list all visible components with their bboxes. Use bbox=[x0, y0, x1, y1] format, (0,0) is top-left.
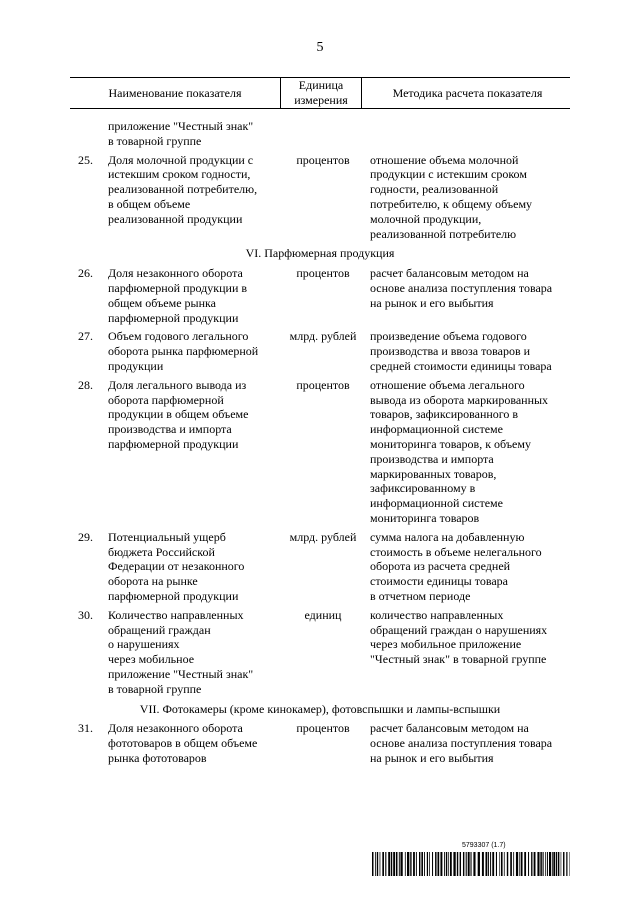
barcode-bar bbox=[416, 852, 417, 876]
indicator-name-line: Доля молочной продукции с bbox=[108, 152, 254, 167]
indicator-name-line: парфюмерной продукции bbox=[108, 588, 239, 603]
barcode-bar bbox=[552, 852, 553, 876]
indicator-name-line: оборота рынка парфюмерной bbox=[108, 344, 259, 359]
barcode-bar bbox=[444, 852, 445, 876]
barcode-bar bbox=[457, 852, 458, 876]
indicator-name bbox=[108, 153, 273, 227]
barcode-bar bbox=[460, 852, 461, 876]
indicator-name bbox=[108, 721, 273, 765]
barcode-bar bbox=[553, 852, 555, 876]
page-number: 5 bbox=[316, 40, 324, 55]
barcode-bar bbox=[429, 852, 430, 876]
barcode-bar bbox=[524, 852, 526, 876]
unit-of-measure: процентов bbox=[296, 152, 350, 167]
barcode-bar bbox=[470, 852, 471, 876]
indicator-name-line: бюджета Российской bbox=[108, 544, 215, 559]
barcode-bar bbox=[413, 852, 415, 876]
unit-of-measure: единиц bbox=[304, 607, 342, 622]
table-row bbox=[70, 153, 570, 242]
indicator-name bbox=[108, 266, 273, 325]
barcode-bar bbox=[558, 852, 559, 876]
calculation-method-line: отношение объема молочной bbox=[370, 152, 519, 167]
barcode-bar bbox=[450, 852, 452, 876]
calculation-method bbox=[370, 608, 570, 667]
unit-of-measure: процентов bbox=[296, 721, 350, 736]
calculation-method-line: расчет балансовым методом на bbox=[370, 721, 529, 736]
unit-of-measure: млрд. рублей bbox=[289, 529, 357, 544]
calculation-method-line: через мобильное приложение bbox=[370, 637, 522, 652]
barcode-bar bbox=[488, 852, 489, 876]
calculation-method bbox=[370, 721, 570, 765]
section-heading: VII. Фотокамеры (кроме кинокамер), фотовспышки и лампы-вспышки bbox=[139, 701, 501, 716]
indicator-name bbox=[108, 329, 273, 373]
header-unit-line: измерения bbox=[294, 92, 348, 107]
barcode-bar bbox=[516, 852, 518, 876]
unit-of-measure: млрд. рублей bbox=[289, 329, 357, 344]
barcode-bar bbox=[393, 852, 395, 876]
table-row bbox=[70, 329, 570, 373]
indicator-name-line: Потенциальный ущерб bbox=[108, 529, 226, 544]
barcode-bar bbox=[499, 852, 500, 876]
calculation-method-line: мониторинга товаров bbox=[370, 510, 480, 525]
row-number: 31. bbox=[78, 721, 93, 736]
indicator-name-line: в товарной группе bbox=[108, 681, 202, 696]
barcode-bar bbox=[424, 852, 425, 876]
indicator-name-line: рынка фототоваров bbox=[108, 750, 207, 765]
calculation-method-line: произведение объема годового bbox=[370, 329, 527, 344]
calculation-method-line: отношение объема легального bbox=[370, 377, 525, 392]
indicator-name-line: в товарной группе bbox=[108, 133, 202, 148]
calculation-method-line: информационной системе bbox=[370, 496, 503, 511]
barcode-bar bbox=[463, 852, 464, 876]
indicator-name-line: парфюмерной продукции в bbox=[108, 280, 248, 295]
barcode-bar bbox=[533, 852, 534, 876]
barcode-bar bbox=[410, 852, 411, 876]
header-unit-column bbox=[282, 78, 360, 107]
unit-of-measure: процентов bbox=[296, 377, 350, 392]
header-method-column: Методика расчета показателя bbox=[392, 86, 543, 100]
calculation-method-line: годности, реализованной bbox=[370, 182, 499, 197]
barcode-bar bbox=[440, 852, 442, 876]
unit-of-measure: процентов bbox=[296, 266, 350, 281]
barcode-bar bbox=[438, 852, 440, 876]
barcode-bar bbox=[388, 852, 390, 876]
row-number: 29. bbox=[78, 529, 93, 544]
barcode-code: 5793307 (1.7) bbox=[462, 842, 506, 849]
barcode-bar bbox=[407, 852, 409, 876]
calculation-method-line: сумма налога на добавленную bbox=[370, 529, 525, 544]
indicator-name bbox=[108, 378, 273, 452]
calculation-method-line: основе анализа поступления товара bbox=[370, 736, 553, 751]
barcode-bar bbox=[501, 852, 503, 876]
barcode-bar bbox=[375, 852, 376, 876]
barcode-image bbox=[372, 852, 570, 876]
indicator-name-line: Доля незаконного оборота bbox=[108, 721, 243, 736]
row-number: 25. bbox=[78, 152, 93, 167]
barcode-bar bbox=[513, 852, 514, 876]
barcode-bar bbox=[385, 852, 386, 876]
calculation-method-line: производства и ввоза товаров и bbox=[370, 344, 531, 359]
header-divider bbox=[361, 78, 362, 108]
barcode-bar bbox=[377, 852, 378, 876]
barcode-bar bbox=[372, 852, 373, 876]
calculation-method-line: количество направленных bbox=[370, 607, 504, 622]
barcode-bar bbox=[510, 852, 512, 876]
barcode-bar bbox=[427, 852, 428, 876]
indicator-name-line: производства и импорта bbox=[108, 422, 232, 437]
table-row bbox=[70, 266, 570, 325]
indicator-name-line: реализованной потребителю, bbox=[108, 182, 258, 197]
indicators-table bbox=[70, 77, 570, 766]
table-row bbox=[70, 721, 570, 765]
barcode-bar bbox=[531, 852, 532, 876]
barcode-bar bbox=[496, 852, 497, 876]
indicator-name-line: Доля легального вывода из bbox=[108, 377, 247, 392]
indicator-name-line: через мобильное bbox=[108, 652, 195, 667]
calculation-method-line: потребителю, к общему объему bbox=[370, 196, 533, 211]
indicator-name-line: истекшим сроком годности, bbox=[108, 167, 251, 182]
barcode-bar bbox=[534, 852, 536, 876]
calculation-method-line: основе анализа поступления товара bbox=[370, 280, 553, 295]
row-number: 30. bbox=[78, 607, 93, 622]
calculation-method-line: информационной системе bbox=[370, 422, 503, 437]
barcode-bar bbox=[391, 852, 393, 876]
header-name-column: Наименование показателя bbox=[108, 86, 242, 100]
indicator-name-line: продукции в общем объеме bbox=[108, 407, 249, 422]
barcode-bar bbox=[435, 852, 436, 876]
calculation-method-line: мониторинга товаров, к объему bbox=[370, 436, 531, 451]
barcode-bar bbox=[446, 852, 447, 876]
table-row bbox=[70, 378, 570, 526]
indicator-name-line: Объем годового легального bbox=[108, 329, 249, 344]
barcode-bar bbox=[400, 852, 402, 876]
barcode-bar bbox=[556, 852, 557, 876]
barcode-bar bbox=[537, 852, 539, 876]
indicator-name-line: парфюмерной продукции bbox=[108, 310, 239, 325]
calculation-method bbox=[370, 378, 570, 526]
row-number: 27. bbox=[78, 329, 93, 344]
barcode-bar bbox=[466, 852, 467, 876]
row-number: 28. bbox=[78, 377, 93, 392]
barcode-bar bbox=[504, 852, 505, 876]
calculation-method-line: стоимости единицы товара bbox=[370, 574, 508, 589]
calculation-method-line: молочной продукции, bbox=[370, 211, 482, 226]
indicator-name-line: фототоваров в общем объеме bbox=[108, 736, 258, 751]
barcode-bar bbox=[421, 852, 423, 876]
indicator-name-line: оборота на рынке bbox=[108, 574, 198, 589]
barcode-bar bbox=[405, 852, 406, 876]
barcode-bar bbox=[528, 852, 529, 876]
calculation-method bbox=[370, 266, 570, 310]
indicator-name bbox=[108, 119, 273, 149]
calculation-method-line: "Честный знак" в товарной группе bbox=[370, 652, 547, 667]
calculation-method-line: вывода из оборота маркированных bbox=[370, 392, 549, 407]
indicator-name-line: парфюмерной продукции bbox=[108, 436, 239, 451]
table-row bbox=[70, 530, 570, 604]
barcode-bar bbox=[485, 852, 487, 876]
indicator-name-line: реализованной продукции bbox=[108, 211, 243, 226]
calculation-method-line: на рынок и его выбытия bbox=[370, 750, 494, 765]
calculation-method-line: реализованной потребителю bbox=[370, 226, 517, 241]
barcode-bar bbox=[490, 852, 491, 876]
calculation-method-line: зафиксированному в bbox=[370, 481, 476, 496]
calculation-method bbox=[370, 153, 570, 242]
header-unit-line: Единица bbox=[298, 78, 344, 92]
calculation-method-line: средней стоимости единицы товара bbox=[370, 358, 552, 373]
barcode-bar bbox=[482, 852, 484, 876]
barcode-bar bbox=[419, 852, 420, 876]
indicator-name bbox=[108, 608, 273, 697]
barcode-bar bbox=[547, 852, 548, 876]
barcode-bar bbox=[492, 852, 494, 876]
barcode-bar bbox=[473, 852, 475, 876]
indicator-name-line: общем объеме рынка bbox=[108, 295, 216, 310]
calculation-method-line: продукции с истекшим сроком bbox=[370, 167, 527, 182]
barcode-bar bbox=[549, 852, 551, 876]
calculation-method-line: оборота из расчета средней bbox=[370, 559, 511, 574]
barcode-bar bbox=[396, 852, 398, 876]
barcode-bar bbox=[382, 852, 384, 876]
barcode-bar bbox=[399, 852, 400, 876]
indicator-name-line: оборота парфюмерной bbox=[108, 392, 224, 407]
calculation-method bbox=[370, 530, 570, 604]
barcode-bar bbox=[521, 852, 523, 876]
barcode-bar bbox=[545, 852, 546, 876]
barcode-bar bbox=[519, 852, 520, 876]
calculation-method-line: производства и импорта bbox=[370, 451, 494, 466]
barcode-bar bbox=[448, 852, 449, 876]
calculation-method-line: стоимость в объеме нелегального bbox=[370, 544, 542, 559]
barcode-bar bbox=[507, 852, 508, 876]
barcode-bar bbox=[380, 852, 381, 876]
barcode-bar bbox=[478, 852, 480, 876]
calculation-method-line: товаров, зафиксированного в bbox=[370, 407, 519, 422]
calculation-method-line: в отчетном периоде bbox=[370, 588, 471, 603]
indicator-name-line: продукции bbox=[108, 358, 164, 373]
calculation-method-line: расчет балансовым методом на bbox=[370, 266, 529, 281]
indicator-name-line: приложение "Честный знак" bbox=[108, 666, 254, 681]
calculation-method bbox=[370, 329, 570, 373]
calculation-method-line: маркированных товаров, bbox=[370, 466, 497, 481]
indicator-name bbox=[108, 530, 273, 604]
indicator-name-line: обращений граждан bbox=[108, 622, 211, 637]
barcode-bar bbox=[543, 852, 544, 876]
indicator-name-line: Доля незаконного оборота bbox=[108, 266, 243, 281]
barcode-bar bbox=[432, 852, 433, 876]
barcode-bar bbox=[563, 852, 564, 876]
indicator-name-line: о нарушениях bbox=[108, 637, 180, 652]
indicator-name-line: Количество направленных bbox=[108, 607, 244, 622]
calculation-method-line: на рынок и его выбытия bbox=[370, 295, 494, 310]
indicator-name-line: приложение "Честный знак" bbox=[108, 119, 254, 133]
barcode-bar bbox=[540, 852, 541, 876]
table-header bbox=[70, 77, 570, 109]
barcode-bar bbox=[566, 852, 567, 876]
barcode-bar bbox=[561, 852, 562, 876]
indicator-name-line: Федерации от незаконного bbox=[108, 559, 245, 574]
continuation-row bbox=[70, 119, 570, 149]
barcode-bar bbox=[453, 852, 455, 876]
indicator-name-line: в общем объеме bbox=[108, 196, 191, 211]
calculation-method-line: обращений граждан о нарушениях bbox=[370, 622, 548, 637]
table-row bbox=[70, 608, 570, 697]
barcode-bar bbox=[468, 852, 470, 876]
row-number: 26. bbox=[78, 266, 93, 281]
section-heading: VI. Парфюмерная продукция bbox=[245, 246, 395, 261]
header-divider bbox=[280, 78, 281, 108]
